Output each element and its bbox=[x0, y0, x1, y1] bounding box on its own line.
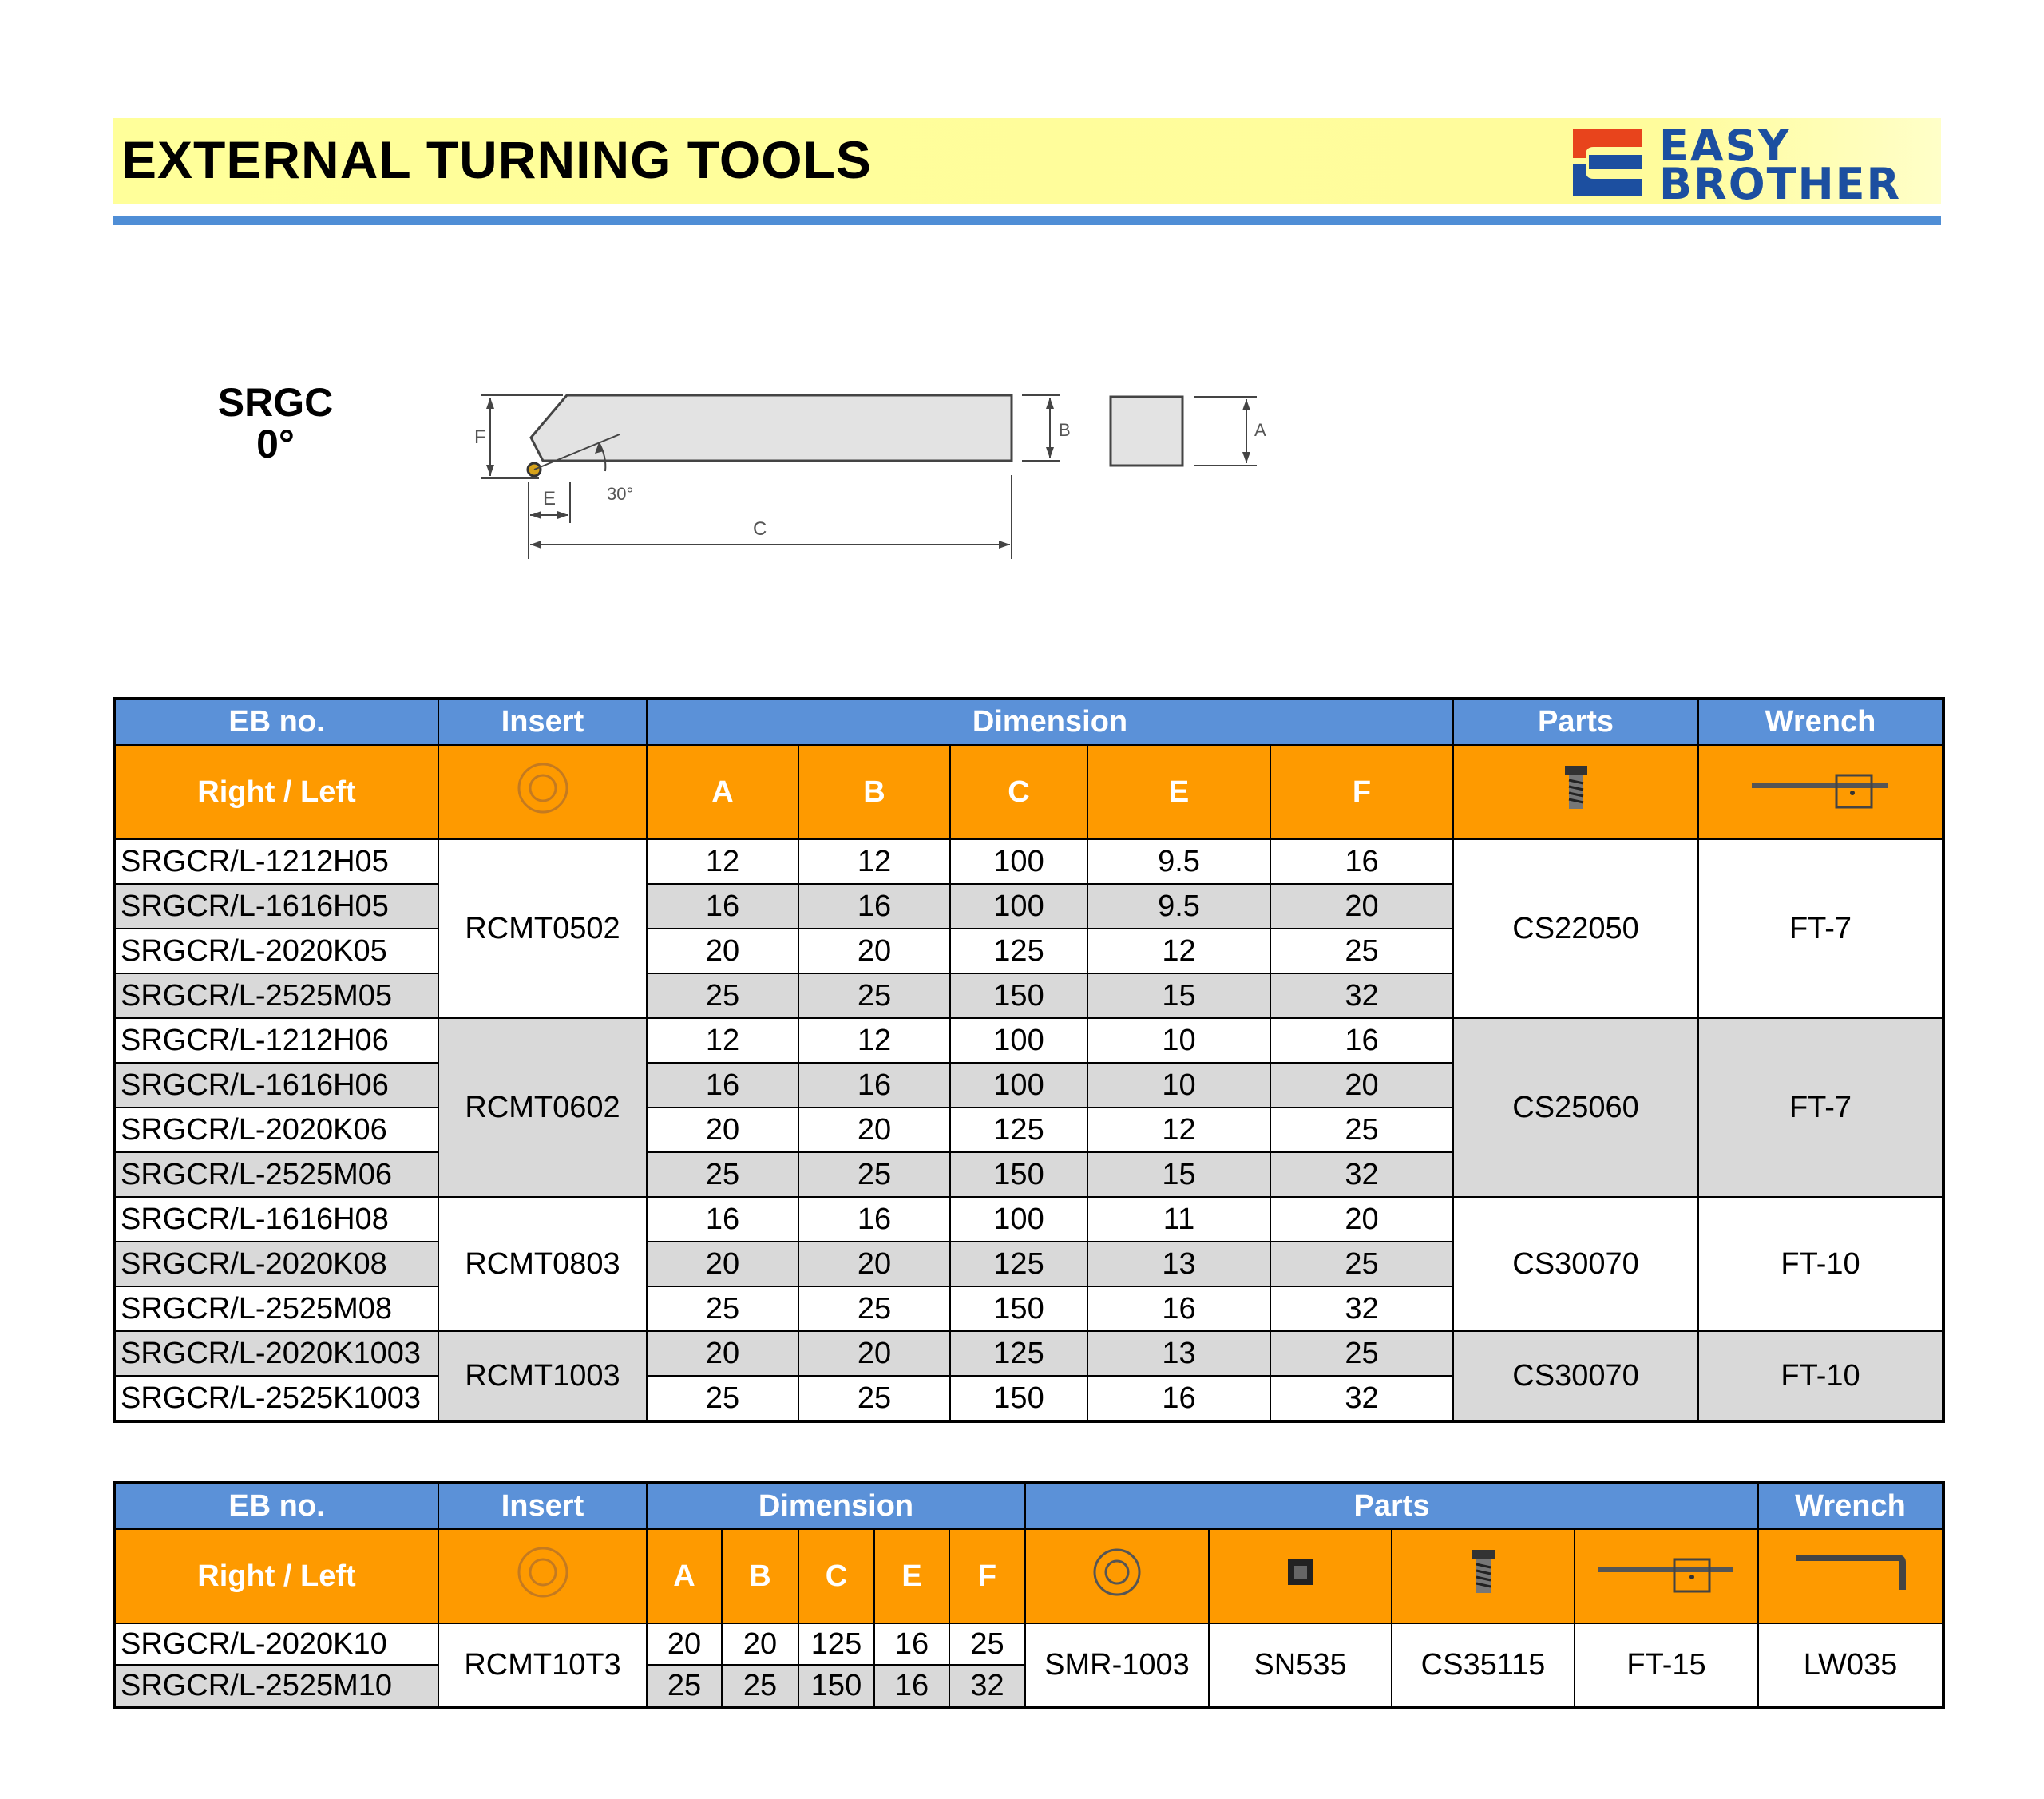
cell-part-nut: SN535 bbox=[1209, 1623, 1392, 1707]
cell-C: 125 bbox=[950, 1242, 1087, 1286]
cross-section bbox=[1111, 397, 1182, 466]
hex-key-icon bbox=[1791, 1548, 1911, 1596]
cell-B: 25 bbox=[798, 1286, 950, 1331]
model-label bbox=[200, 382, 351, 465]
cell-insert: RCMT0502 bbox=[438, 839, 647, 1018]
cell-C: 125 bbox=[798, 1623, 874, 1665]
brand-logo-icon bbox=[1565, 123, 1653, 203]
cell-part-shim: SMR-1003 bbox=[1025, 1623, 1209, 1707]
model-name: SRGC bbox=[217, 380, 334, 425]
cell-F: 25 bbox=[1270, 929, 1453, 973]
cell-wrench: FT-10 bbox=[1698, 1331, 1943, 1421]
cell-C: 100 bbox=[950, 1063, 1087, 1108]
cell-A: 20 bbox=[647, 1108, 798, 1152]
cell-B: 16 bbox=[798, 884, 950, 929]
cell-C: 150 bbox=[950, 973, 1087, 1018]
col-parts: Parts bbox=[1025, 1483, 1758, 1529]
cell-A: 20 bbox=[647, 929, 798, 973]
cell-F: 25 bbox=[1270, 1108, 1453, 1152]
cell-A: 20 bbox=[647, 1623, 722, 1665]
table-header-row bbox=[114, 699, 1943, 745]
cell-E: 16 bbox=[874, 1665, 949, 1707]
subcol-A: A bbox=[647, 1529, 722, 1623]
table-row bbox=[114, 1623, 1943, 1665]
cell-B: 16 bbox=[798, 1197, 950, 1242]
cell-E: 15 bbox=[1087, 973, 1270, 1018]
col-dimension: Dimension bbox=[647, 699, 1453, 745]
col-parts: Parts bbox=[1453, 699, 1698, 745]
cell-parts: CS25060 bbox=[1453, 1018, 1698, 1197]
cell-insert: RCMT10T3 bbox=[438, 1623, 647, 1707]
cell-eb: SRGCR/L-2020K10 bbox=[114, 1623, 438, 1665]
cell-C: 150 bbox=[950, 1152, 1087, 1197]
subcol-nut-icon bbox=[1209, 1529, 1392, 1623]
cell-B: 20 bbox=[722, 1623, 798, 1665]
cell-A: 16 bbox=[647, 1197, 798, 1242]
cell-wrench: LW035 bbox=[1758, 1623, 1943, 1707]
cell-eb: SRGCR/L-2525M08 bbox=[114, 1286, 438, 1331]
table-subheader-row bbox=[114, 1529, 1943, 1623]
cell-eb: SRGCR/L-1616H06 bbox=[114, 1063, 438, 1108]
cell-parts: CS30070 bbox=[1453, 1197, 1698, 1331]
cell-C: 125 bbox=[950, 1108, 1087, 1152]
cell-C: 100 bbox=[950, 1018, 1087, 1063]
subcol-wrench-icon bbox=[1698, 745, 1943, 839]
cell-F: 20 bbox=[1270, 884, 1453, 929]
subcol-screw-icon bbox=[1453, 745, 1698, 839]
cell-A: 25 bbox=[647, 1376, 798, 1421]
col-wrench: Wrench bbox=[1698, 699, 1943, 745]
cell-wrench: FT-10 bbox=[1698, 1197, 1943, 1331]
table-row bbox=[114, 1331, 1943, 1376]
screw-icon bbox=[1468, 1548, 1499, 1596]
model-angle: 0° bbox=[256, 422, 295, 466]
cell-eb: SRGCR/L-2525M05 bbox=[114, 973, 438, 1018]
cell-E: 12 bbox=[1087, 929, 1270, 973]
cell-part-wrench: FT-15 bbox=[1575, 1623, 1758, 1707]
cell-E: 10 bbox=[1087, 1063, 1270, 1108]
col-insert: Insert bbox=[438, 699, 647, 745]
cell-E: 16 bbox=[1087, 1286, 1270, 1331]
brand-line-easy: EASY bbox=[1659, 121, 1791, 171]
cell-A: 20 bbox=[647, 1242, 798, 1286]
cell-E: 12 bbox=[1087, 1108, 1270, 1152]
cell-C: 150 bbox=[798, 1665, 874, 1707]
cell-eb: SRGCR/L-2020K06 bbox=[114, 1108, 438, 1152]
cell-F: 32 bbox=[1270, 1286, 1453, 1331]
cell-A: 25 bbox=[647, 1665, 722, 1707]
cell-part-screw: CS35115 bbox=[1392, 1623, 1575, 1707]
subcol-E: E bbox=[874, 1529, 949, 1623]
subcol-hex-key-icon bbox=[1758, 1529, 1943, 1623]
cell-F: 32 bbox=[1270, 973, 1453, 1018]
cell-E: 13 bbox=[1087, 1331, 1270, 1376]
insert-icon bbox=[515, 1544, 571, 1600]
col-insert: Insert bbox=[438, 1483, 647, 1529]
subcol-F: F bbox=[949, 1529, 1025, 1623]
cell-B: 25 bbox=[722, 1665, 798, 1707]
tool-dimension-diagram bbox=[463, 383, 1278, 567]
cell-C: 150 bbox=[950, 1376, 1087, 1421]
cell-eb: SRGCR/L-1212H06 bbox=[114, 1018, 438, 1063]
screw-icon bbox=[1560, 764, 1592, 812]
cell-A: 25 bbox=[647, 973, 798, 1018]
cell-C: 100 bbox=[950, 1197, 1087, 1242]
cell-insert: RCMT0602 bbox=[438, 1018, 647, 1197]
cell-A: 16 bbox=[647, 884, 798, 929]
subcol-C: C bbox=[798, 1529, 874, 1623]
cell-insert: RCMT0803 bbox=[438, 1197, 647, 1331]
cell-A: 20 bbox=[647, 1331, 798, 1376]
cell-E: 15 bbox=[1087, 1152, 1270, 1197]
cell-F: 32 bbox=[949, 1665, 1025, 1707]
nut-icon bbox=[1285, 1556, 1317, 1588]
cell-E: 9.5 bbox=[1087, 884, 1270, 929]
cell-E: 10 bbox=[1087, 1018, 1270, 1063]
cell-B: 20 bbox=[798, 1331, 950, 1376]
subcol-shim-icon bbox=[1025, 1529, 1209, 1623]
label-C: C bbox=[753, 518, 767, 540]
label-A: A bbox=[1254, 420, 1266, 440]
cell-eb: SRGCR/L-1616H05 bbox=[114, 884, 438, 929]
subcol-E: E bbox=[1087, 745, 1270, 839]
cell-insert: RCMT1003 bbox=[438, 1331, 647, 1421]
cell-F: 25 bbox=[949, 1623, 1025, 1665]
table-header-row bbox=[114, 1483, 1943, 1529]
subcol-right-left: Right / Left bbox=[114, 745, 438, 839]
cell-eb: SRGCR/L-1212H05 bbox=[114, 839, 438, 884]
cell-C: 125 bbox=[950, 929, 1087, 973]
cell-F: 16 bbox=[1270, 839, 1453, 884]
cell-F: 25 bbox=[1270, 1331, 1453, 1376]
subcol-wrench-icon bbox=[1575, 1529, 1758, 1623]
insert-icon bbox=[515, 760, 571, 816]
cell-parts: CS22050 bbox=[1453, 839, 1698, 1018]
wrench-icon bbox=[1749, 764, 1892, 812]
cell-eb: SRGCR/L-2525M06 bbox=[114, 1152, 438, 1197]
cell-eb: SRGCR/L-2525K1003 bbox=[114, 1376, 438, 1421]
cell-E: 13 bbox=[1087, 1242, 1270, 1286]
label-E: E bbox=[543, 488, 557, 509]
cell-B: 25 bbox=[798, 1376, 950, 1421]
cell-C: 125 bbox=[950, 1331, 1087, 1376]
subcol-C: C bbox=[950, 745, 1087, 839]
subcol-screw-icon bbox=[1392, 1529, 1575, 1623]
cell-B: 20 bbox=[798, 1108, 950, 1152]
wrench-icon bbox=[1594, 1548, 1738, 1596]
cell-F: 25 bbox=[1270, 1242, 1453, 1286]
cell-B: 16 bbox=[798, 1063, 950, 1108]
col-eb-no: EB no. bbox=[114, 1483, 438, 1529]
table-row bbox=[114, 1197, 1943, 1242]
col-dimension: Dimension bbox=[647, 1483, 1025, 1529]
cell-C: 150 bbox=[950, 1286, 1087, 1331]
cell-A: 25 bbox=[647, 1152, 798, 1197]
label-angle-30: 30° bbox=[607, 484, 634, 504]
cell-E: 11 bbox=[1087, 1197, 1270, 1242]
header-rule bbox=[113, 216, 1941, 225]
cell-parts: CS30070 bbox=[1453, 1331, 1698, 1421]
cell-F: 16 bbox=[1270, 1018, 1453, 1063]
cell-B: 25 bbox=[798, 973, 950, 1018]
cell-E: 16 bbox=[874, 1623, 949, 1665]
cell-F: 32 bbox=[1270, 1152, 1453, 1197]
cell-A: 12 bbox=[647, 1018, 798, 1063]
cell-B: 12 bbox=[798, 839, 950, 884]
cell-wrench: FT-7 bbox=[1698, 1018, 1943, 1197]
cell-B: 25 bbox=[798, 1152, 950, 1197]
cell-eb: SRGCR/L-2020K1003 bbox=[114, 1331, 438, 1376]
subcol-F: F bbox=[1270, 745, 1453, 839]
cell-E: 9.5 bbox=[1087, 839, 1270, 884]
subcol-insert-icon bbox=[438, 1529, 647, 1623]
page-title: EXTERNAL TURNING TOOLS bbox=[121, 130, 872, 189]
brand-logo bbox=[1565, 121, 1932, 209]
label-F: F bbox=[474, 426, 486, 448]
table-row bbox=[114, 839, 1943, 884]
cell-C: 100 bbox=[950, 839, 1087, 884]
spec-table-main bbox=[113, 697, 1945, 1423]
cell-F: 32 bbox=[1270, 1376, 1453, 1421]
subcol-B: B bbox=[798, 745, 950, 839]
brand-line-brother: BROTHER bbox=[1659, 159, 1902, 209]
cell-F: 20 bbox=[1270, 1197, 1453, 1242]
subcol-A: A bbox=[647, 745, 798, 839]
table-row bbox=[114, 1018, 1943, 1063]
cell-wrench: FT-7 bbox=[1698, 839, 1943, 1018]
cell-E: 16 bbox=[1087, 1376, 1270, 1421]
cell-B: 12 bbox=[798, 1018, 950, 1063]
cell-eb: SRGCR/L-1616H08 bbox=[114, 1197, 438, 1242]
table-subheader-row bbox=[114, 745, 1943, 839]
subcol-insert-icon bbox=[438, 745, 647, 839]
col-wrench: Wrench bbox=[1758, 1483, 1943, 1529]
cell-eb: SRGCR/L-2525M10 bbox=[114, 1665, 438, 1707]
cell-A: 16 bbox=[647, 1063, 798, 1108]
spec-table-secondary bbox=[113, 1481, 1945, 1709]
cell-B: 20 bbox=[798, 1242, 950, 1286]
subcol-right-left: Right / Left bbox=[114, 1529, 438, 1623]
cell-A: 25 bbox=[647, 1286, 798, 1331]
cell-eb: SRGCR/L-2020K05 bbox=[114, 929, 438, 973]
shim-icon bbox=[1091, 1546, 1143, 1599]
cell-C: 100 bbox=[950, 884, 1087, 929]
subcol-B: B bbox=[722, 1529, 798, 1623]
cell-B: 20 bbox=[798, 929, 950, 973]
label-B: B bbox=[1059, 420, 1071, 440]
cell-A: 12 bbox=[647, 839, 798, 884]
cell-F: 20 bbox=[1270, 1063, 1453, 1108]
cell-eb: SRGCR/L-2020K08 bbox=[114, 1242, 438, 1286]
col-eb-no: EB no. bbox=[114, 699, 438, 745]
